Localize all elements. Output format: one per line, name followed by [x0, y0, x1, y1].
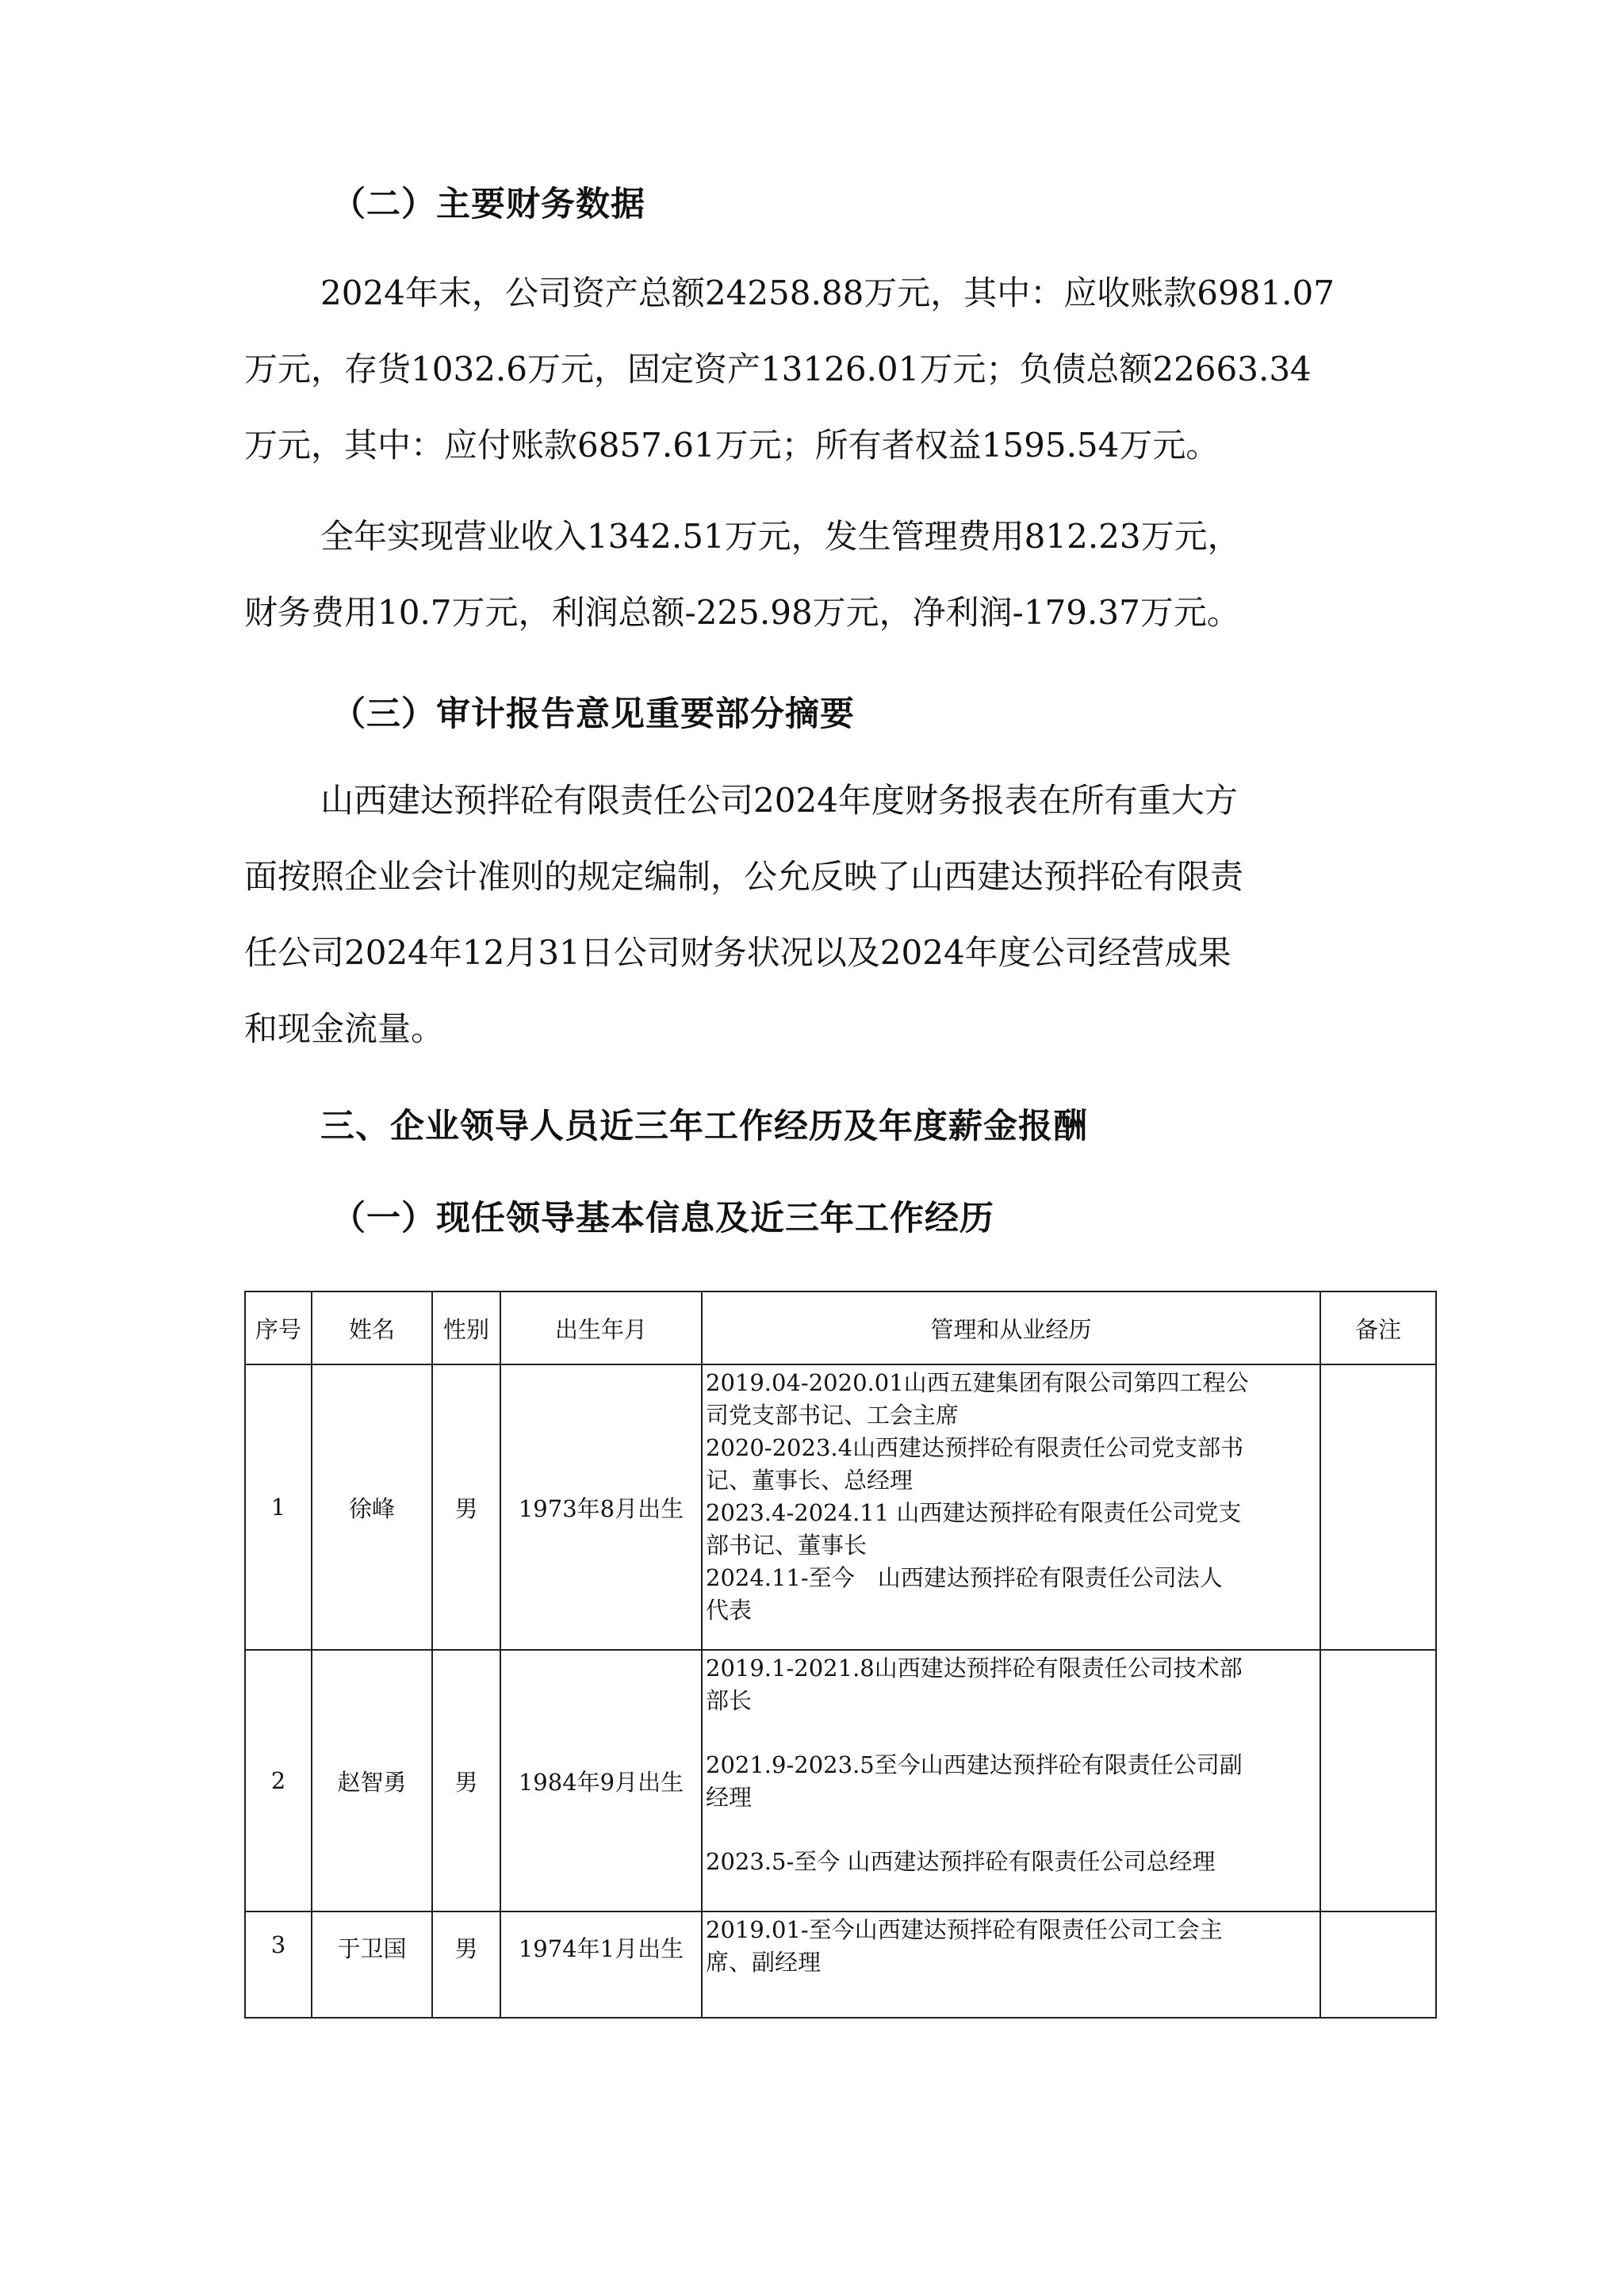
cell-name: 徐峰 [312, 1364, 432, 1650]
paragraph-line: 山西建达预拌砼有限责任公司2024年度财务报表在所有重大方 [320, 781, 1238, 820]
table-row [245, 1911, 1436, 2018]
cell-experience [702, 1911, 1320, 2018]
heading-audit-summary: （三）审计报告意见重要部分摘要 [331, 695, 855, 734]
experience-line: 部长 [706, 1687, 753, 1714]
cell-no: 1 [245, 1364, 312, 1650]
table-header-row [245, 1292, 1436, 1364]
cell-remark [1320, 1911, 1436, 2018]
cell-gender: 男 [432, 1650, 500, 1911]
cell-experience [702, 1364, 1320, 1650]
paragraph-line: 2024年末，公司资产总额24258.88万元，其中：应收账款6981.07 [320, 274, 1335, 312]
header-birth: 出生年月 [500, 1292, 702, 1364]
cell-birth: 1973年8月出生 [500, 1364, 702, 1650]
paragraph-line: 和现金流量。 [244, 1009, 445, 1048]
paragraph-line: 任公司2024年12月31日公司财务状况以及2024年度公司经营成果 [244, 933, 1231, 972]
paragraph-line: 财务费用10.7万元，利润总额-225.98万元，净利润-179.37万元。 [244, 593, 1240, 632]
cell-gender: 男 [432, 1911, 500, 2018]
experience-line: 经理 [706, 1784, 753, 1811]
experience-line: 2024.11-至今 山西建达预拌砼有限责任公司法人 [706, 1564, 1223, 1591]
experience-line: 司党支部书记、工会主席 [706, 1402, 959, 1429]
experience-line: 2020-2023.4山西建达预拌砼有限责任公司党支部书 [706, 1434, 1244, 1461]
experience-line: 席、副经理 [706, 1949, 822, 1976]
experience-line: 记、董事长、总经理 [706, 1467, 914, 1494]
table-row [245, 1364, 1436, 1650]
header-name: 姓名 [312, 1292, 432, 1364]
cell-gender: 男 [432, 1364, 500, 1650]
paragraph-balance-sheet [244, 255, 1370, 484]
experience-line: 2021.9-2023.5至今山西建达预拌砼有限责任公司副 [706, 1751, 1243, 1778]
cell-name: 赵智勇 [312, 1650, 432, 1911]
header-gender: 性别 [432, 1292, 500, 1364]
spacer [706, 1717, 1316, 1749]
cell-birth: 1984年9月出生 [500, 1650, 702, 1911]
experience-line: 2019.04-2020.01山西五建集团有限公司第四工程公 [706, 1369, 1249, 1396]
experience-line: 2023.5-至今 山西建达预拌砼有限责任公司总经理 [706, 1848, 1216, 1875]
experience-line: 2019.01-至今山西建达预拌砼有限责任公司工会主 [706, 1916, 1223, 1943]
paragraph-line: 万元，其中：应付账款6857.61万元；所有者权益1595.54万元。 [244, 426, 1220, 465]
experience-line: 代表 [706, 1597, 753, 1624]
subheading-leader-info: （一）现任领导基本信息及近三年工作经历 [331, 1199, 994, 1238]
cell-no: 3 [245, 1911, 312, 2018]
experience-line: 2023.4-2024.11 山西建达预拌砼有限责任公司党支 [706, 1499, 1242, 1526]
spacer [706, 1814, 1316, 1846]
paragraph-audit-opinion [244, 763, 1370, 1067]
cell-name: 于卫国 [312, 1911, 432, 2018]
cell-birth: 1974年1月出生 [500, 1911, 702, 2018]
header-remark: 备注 [1320, 1292, 1436, 1364]
experience-line: 部书记、董事长 [706, 1532, 868, 1559]
heading-leaders: 三、企业领导人员近三年工作经历及年度薪金报酬 [320, 1107, 1088, 1146]
header-experience: 管理和从业经历 [702, 1292, 1320, 1364]
heading-financial-data: （二）主要财务数据 [331, 185, 645, 224]
table-row [245, 1650, 1436, 1911]
paragraph-line: 面按照企业会计准则的规定编制，公允反映了山西建达预拌砼有限责 [244, 857, 1244, 896]
header-no: 序号 [245, 1292, 312, 1364]
paragraph-line: 全年实现营业收入1342.51万元，发生管理费用812.23万元， [320, 517, 1241, 556]
cell-no: 2 [245, 1650, 312, 1911]
cell-remark [1320, 1364, 1436, 1650]
cell-experience [702, 1650, 1320, 1911]
experience-line: 2019.1-2021.8山西建达预拌砼有限责任公司技术部 [706, 1655, 1243, 1682]
paragraph-income [244, 499, 1370, 651]
cell-remark [1320, 1650, 1436, 1911]
paragraph-line: 万元，存货1032.6万元，固定资产13126.01万元；负债总额22663.34 [244, 350, 1312, 388]
leaders-table [244, 1291, 1437, 2019]
